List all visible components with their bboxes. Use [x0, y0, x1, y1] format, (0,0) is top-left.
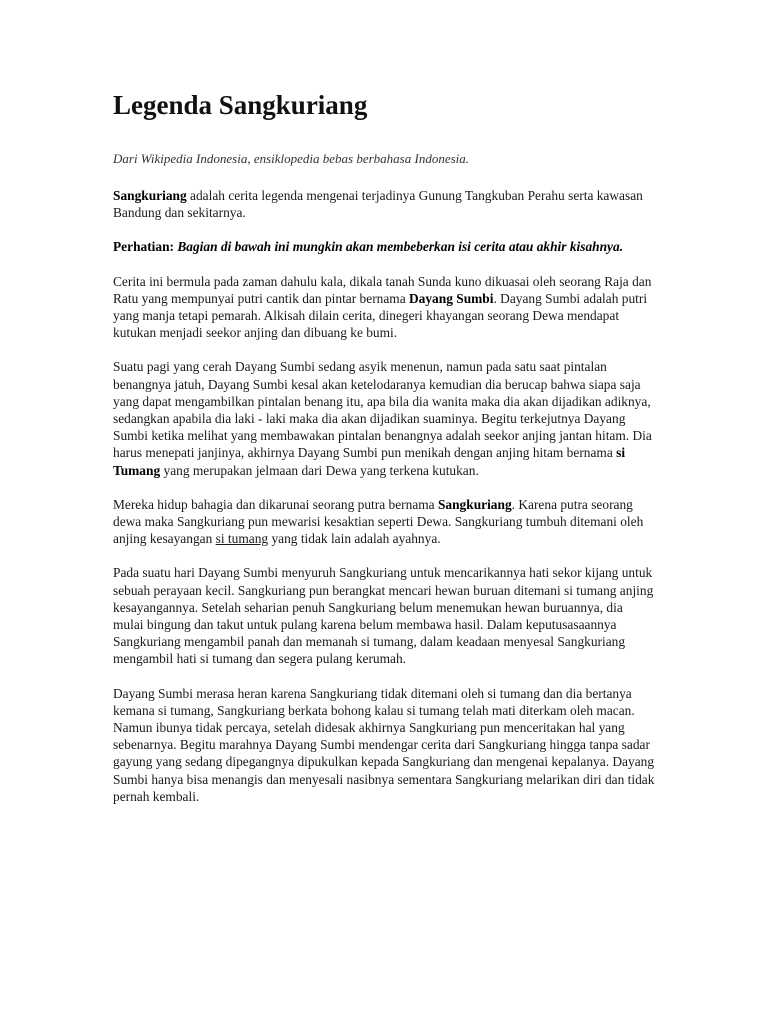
paragraph-3: Suatu pagi yang cerah Dayang Sumbi sedang asyik menenun, namun pada satu saat pintalan benangnya jatuh, Dayang Sumbi kesal akan ketelodaranya kemudian dia berucap bahwa siapa saja yang dapat mengambilkan pintalan benang itu, apa bila dia wanita maka dia akan dijadikan adiknya, sedangkan apabila dia laki - laki maka dia akan dijadikan suaminya. Begitu terkejutnya Dayang Sumbi ketika melihat yang membawakan pintalan benangnya adalah seekor anjing jantan hitam. Dia harus menepati janjinya, akhirnya Dayang Sumbi pun menikah dengan anjing hitam bernama si Tumang yang merupakan jelmaan dari Dewa yang terkena kutukan. [113, 359, 652, 478]
paragraph-5: Pada suatu hari Dayang Sumbi menyuruh Sangkuriang untuk mencarikannya hati sekor kijang untuk sebuah perayaan kecil. Sangkuriang pun berangkat mencari hewan buruan ditemani si tumang anjing kesayangannya. Setelah seharian penuh Sangkuriang belum menemukan hewan buruannya, dia mulai bingung dan takut untuk pulang karena belum membawa hasil. Dalam keputusasaannya Sangkuriang mengambil panah dan memanah si tumang, dalam keadaan menyesal Sangkuriang mengambil hati si tumang dan segera pulang kerumah. [113, 565, 654, 667]
paragraph-4: Mereka hidup bahagia dan dikarunai seorang putra bernama Sangkuriang. Karena putra seorang dewa maka Sangkuriang pun mewarisi kesaktian seperti Dewa. Sangkuriang tumbuh ditemani oleh anjing kesayangan si tumang yang tidak lain adalah ayahnya. [113, 496, 644, 547]
paragraph-intro: Sangkuriang adalah cerita legenda mengenai terjadinya Gunung Tangkuban Perahu serta kawasan Bandung dan sekitarnya. [113, 188, 643, 221]
term-si-tumang: si Tumang [113, 445, 626, 478]
paragraph-2: Cerita ini bermula pada zaman dahulu kala, dikala tanah Sunda kuno dikuasai oleh seorang Raja dan Ratu yang mempunyai putri cantik dan pintar bernama Dayang Sumbi. Dayang Sumbi adalah putri yang manja tetapi pemarah. Alkisah dilain cerita, dinegeri khayangan seorang Dewa mendapat kutukan menjadi seekor anjing dan dibuang ke bumi. [113, 273, 652, 341]
source-line: Dari Wikipedia Indonesia, ensiklopedia bebas berbahasa Indonesia. [113, 151, 470, 166]
spoiler-warning [113, 238, 656, 255]
term-sangkuriang: Sangkuriang [113, 188, 187, 203]
link-si-tumang[interactable]: si tumang [215, 531, 269, 547]
warning-label: Perhatian: [113, 239, 174, 255]
warning-text: Bagian di bawah ini mungkin akan membeberkan isi cerita atau akhir kisahnya. [174, 239, 624, 255]
term-sangkuriang-2: Sangkuriang [437, 496, 512, 512]
page-title: Legenda Sangkuriang [113, 90, 368, 120]
term-dayang-sumbi: Dayang Sumbi [409, 290, 494, 306]
paragraph-6: Dayang Sumbi merasa heran karena Sangkuriang tidak ditemani oleh si tumang dan dia bertanya kemana si tumang, Sangkuriang berkata bohong kalau si tumang telah mati diterkam oleh macan. Namun ibunya tidak percaya, setelah didesak akhirnya Sangkuriang pun menceritakan hal yang sebenarnya. Begitu marahnya Dayang Sumbi mendengar cerita dari Sangkuriang hingga tanpa sadar gayung yang sedang dipegangnya dipukulkan kepada Sangkuriang dan mengenai kepalanya. Dayang Sumbi hanya bisa menangis dan menyesali nasibnya sementara Sangkuriang melarikan diri dan tidak pernah kembali. [113, 685, 655, 804]
